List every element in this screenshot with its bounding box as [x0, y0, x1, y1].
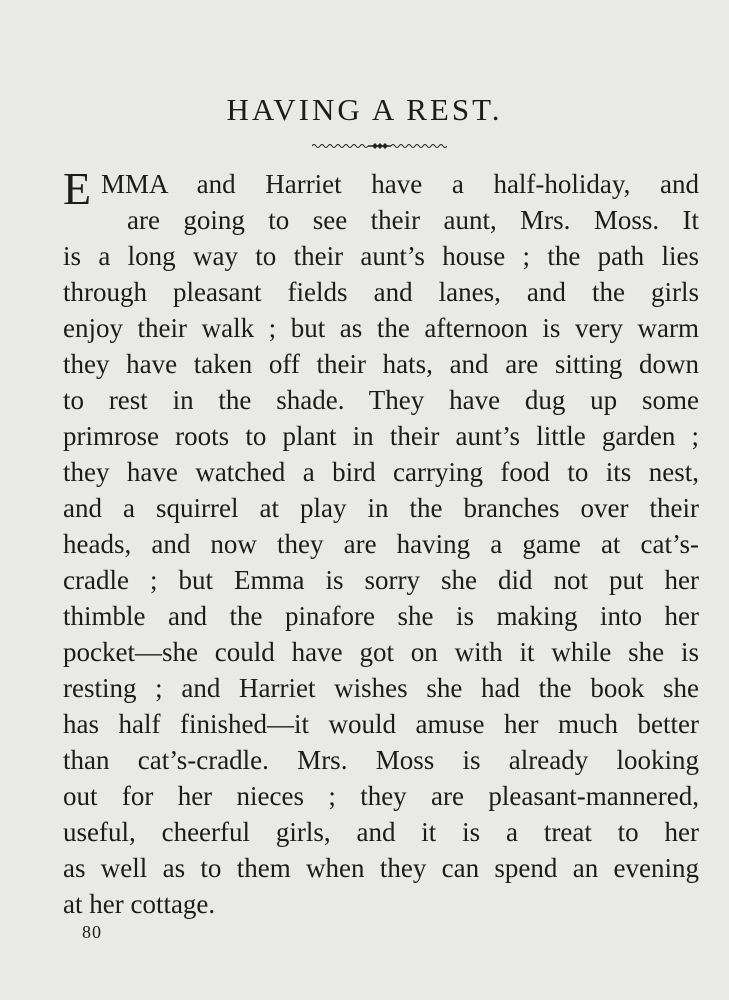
text-line: thimble and the pinafore she is making into her [63, 601, 699, 631]
text-line: cradle ; but Emma is sorry she did not put her [63, 565, 699, 595]
page-title: HAVING A REST. [226, 92, 503, 127]
text-line: pocket—she could have got on with it while she is [63, 637, 699, 667]
text-line: through pleasant fields and lanes, and the girls [63, 277, 699, 307]
text-line: they have watched a bird carrying food to its nest, [63, 457, 699, 487]
text-line: they have taken off their hats, and are sitting down [63, 349, 699, 379]
text-line: than cat’s-cradle. Mrs. Moss is already looking [63, 745, 699, 775]
text-line-content: MMA and Harriet have a half-holiday, and [101, 169, 699, 199]
text-line: is a long way to their aunt’s house ; the path lies [63, 241, 699, 271]
drop-cap: E [63, 163, 92, 214]
story-paragraph [63, 163, 699, 922]
text-line: are going to see their aunt, Mrs. Moss. It [127, 205, 699, 235]
text-line: resting ; and Harriet wishes she had the book she [63, 673, 699, 703]
text-line [63, 163, 699, 214]
text-line: useful, cheerful girls, and it is a treat to her [63, 817, 699, 847]
text-line: as well as to them when they can spend an evening [63, 853, 699, 883]
page-number: 80 [82, 922, 102, 942]
text-line: heads, and now they are having a game at cat’s- [63, 529, 699, 559]
ornament-divider-icon [312, 140, 447, 152]
text-line: enjoy their walk ; but as the afternoon is very warm [63, 313, 699, 343]
text-line: out for her nieces ; they are pleasant-mannered, [63, 781, 699, 811]
text-line: to rest in the shade. They have dug up some [63, 385, 699, 415]
text-line: and a squirrel at play in the branches over their [63, 493, 699, 523]
text-line: primrose roots to plant in their aunt’s little garden ; [63, 421, 699, 451]
text-line: has half finished—it would amuse her much better [63, 709, 699, 739]
text-line: at her cottage. [63, 889, 216, 919]
